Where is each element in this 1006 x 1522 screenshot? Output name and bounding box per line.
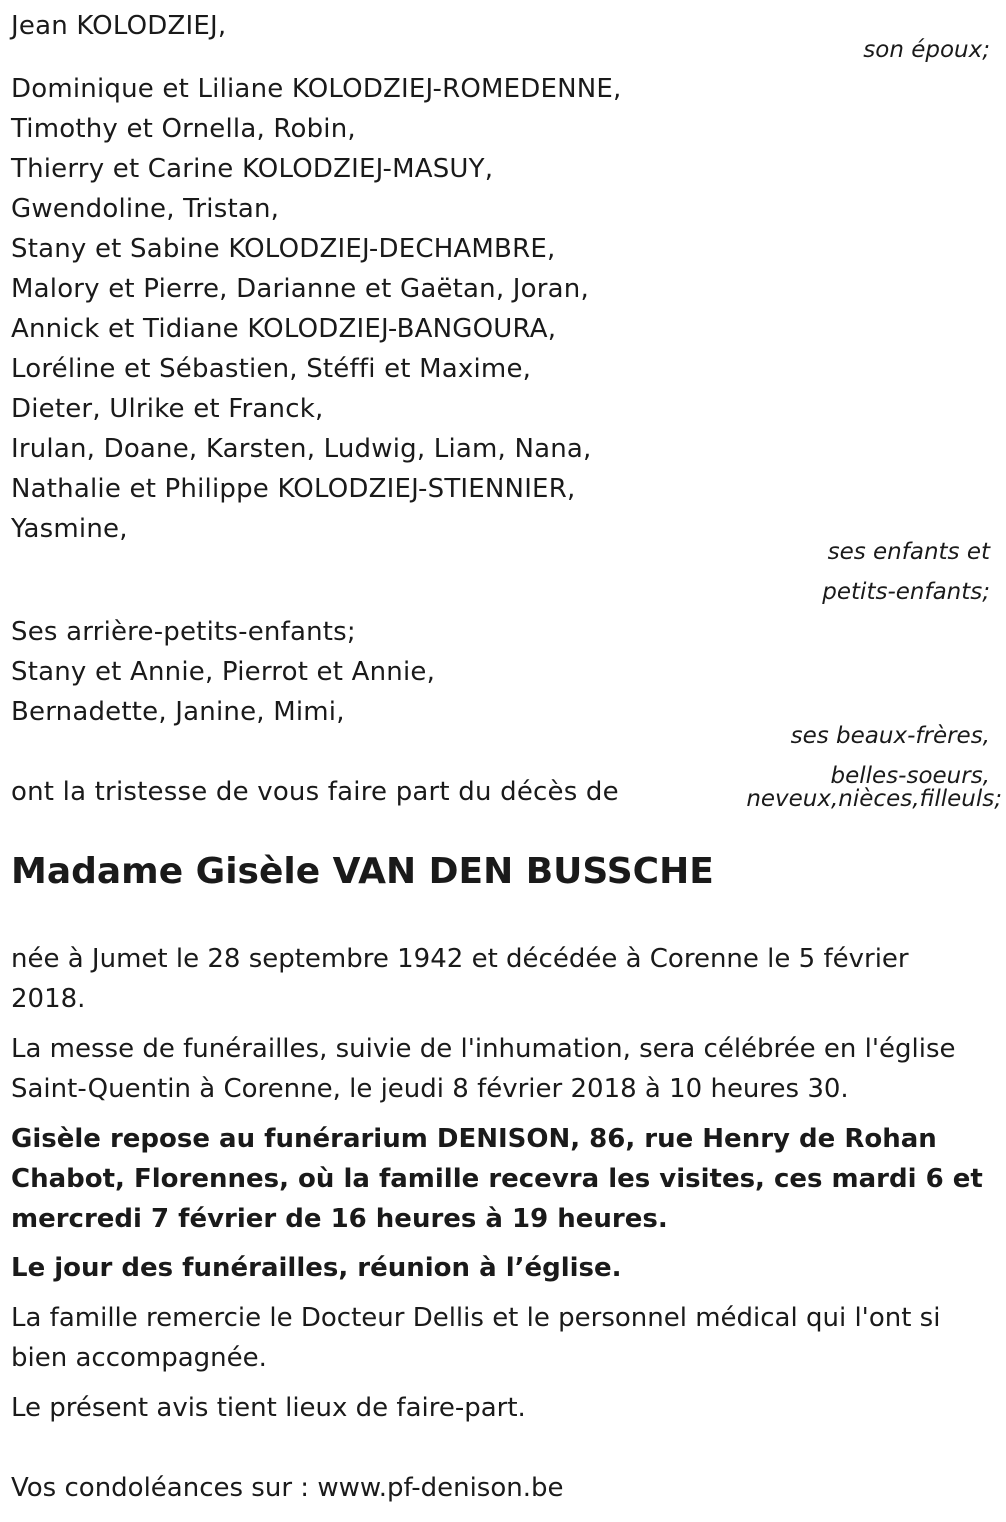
children-line: Stany et Sabine KOLODZIEJ-DECHAMBRE, bbox=[11, 234, 556, 264]
children-line: Loréline et Sébastien, Stéffi et Maxime, bbox=[11, 354, 532, 384]
notice-paragraph: Le présent avis tient lieux de faire-part. bbox=[11, 1393, 526, 1423]
siblings-line: Stany et Annie, Pierrot et Annie, bbox=[11, 657, 436, 687]
children-line: Nathalie et Philippe KOLODZIEJ-STIENNIER, bbox=[11, 474, 576, 504]
children-role: ses enfants et bbox=[827, 539, 990, 565]
nephews-role: neveux,nièces,filleuls; bbox=[746, 786, 1002, 812]
funerarium-paragraph: Gisèle repose au funérarium DENISON, 86, rue Henry de Rohan Chabot, Florennes, où la famille recevra les visites, ces mardi 6 et mercredi 7 février de 16 heures à 19 heures. bbox=[11, 1124, 983, 1234]
sisters-in-law-role: belles-soeurs, bbox=[830, 763, 990, 789]
children-line: Malory et Pierre, Darianne et Gaëtan, Joran, bbox=[11, 274, 589, 304]
great-grandchildren-line: Ses arrière-petits-enfants; bbox=[11, 617, 356, 647]
siblings-line: Bernadette, Janine, Mimi, bbox=[11, 697, 345, 727]
mass-paragraph: La messe de funérailles, suivie de l'inhumation, sera célébrée en l'église Saint-Quentin à Corenne, le jeudi 8 février 2018 à 10 heures 30. bbox=[11, 1034, 956, 1104]
spouse-line: Jean KOLODZIEJ, bbox=[11, 11, 227, 41]
condolences-line: Vos condoléances sur : www.pf-denison.be bbox=[11, 1473, 564, 1503]
children-line: Yasmine, bbox=[11, 514, 128, 544]
children-line: Dieter, Ulrike et Franck, bbox=[11, 394, 324, 424]
deceased-name: Madame Gisèle VAN DEN BUSSCHE bbox=[11, 851, 714, 892]
children-line: Thierry et Carine KOLODZIEJ-MASUY, bbox=[11, 154, 494, 184]
spouse-role: son époux; bbox=[863, 37, 990, 63]
children-line: Gwendoline, Tristan, bbox=[11, 194, 280, 224]
children-line: Annick et Tidiane KOLODZIEJ-BANGOURA, bbox=[11, 314, 557, 344]
siblings-role: ses beaux-frères, bbox=[790, 723, 990, 749]
birth-death-paragraph: née à Jumet le 28 septembre 1942 et décédée à Corenne le 5 février 2018. bbox=[11, 944, 909, 1014]
grandchildren-role: petits-enfants; bbox=[822, 579, 990, 605]
announcement-line: ont la tristesse de vous faire part du décès de bbox=[11, 777, 619, 807]
children-line: Dominique et Liliane KOLODZIEJ-ROMEDENNE, bbox=[11, 74, 622, 104]
children-line: Timothy et Ornella, Robin, bbox=[11, 114, 356, 144]
children-line: Irulan, Doane, Karsten, Ludwig, Liam, Nana, bbox=[11, 434, 592, 464]
meeting-paragraph: Le jour des funérailles, réunion à l’église. bbox=[11, 1253, 622, 1283]
thanks-paragraph: La famille remercie le Docteur Dellis et le personnel médical qui l'ont si bien accompagnée. bbox=[11, 1303, 941, 1373]
